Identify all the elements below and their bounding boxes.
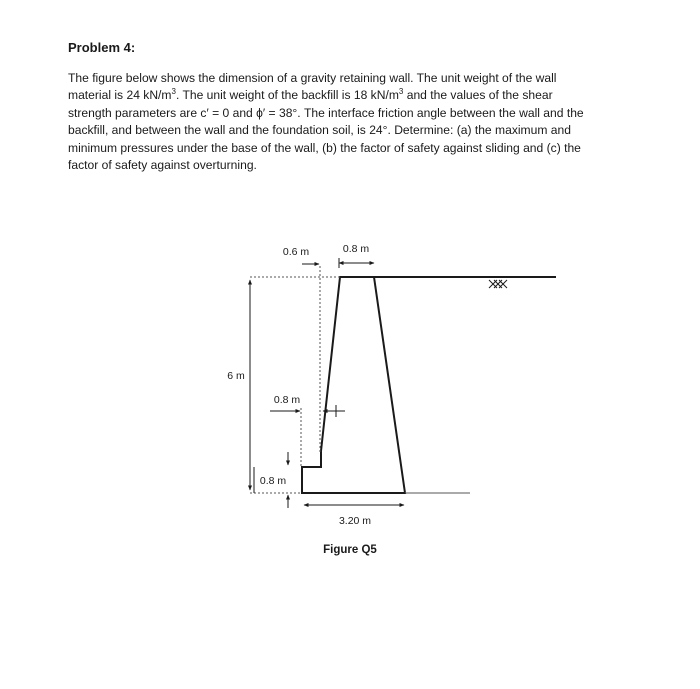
dim-label-stem-08m: 0.8 m [273, 394, 301, 406]
dim-label-base-320m: 3.20 m [338, 515, 372, 527]
text-segment: material is 24 kN/m [68, 88, 172, 103]
wall-outline [302, 277, 405, 493]
dim-label-crest-08m: 0.8 m [342, 243, 370, 255]
dim-label-6m: 6 m [227, 370, 245, 382]
problem-heading: Problem 4: [68, 40, 136, 55]
figure-caption: Figure Q5 [323, 544, 377, 556]
dim-label-06m: 0.6 m [282, 246, 310, 258]
dim-label-toe-08m: 0.8 m [259, 475, 287, 487]
text-segment: factor of safety against overturning. [68, 158, 257, 173]
superscript: 3 [398, 87, 404, 97]
text-segment: backfill, and between the wall and the foundation soil, is 24°. Determine: (a) the maximum and [68, 123, 571, 138]
text-segment: minimum pressures under the base of the wall, (b) the factor of safety against sliding and (c) the [68, 140, 581, 155]
text-segment: . The unit weight of the backfill is 18 kN/m [175, 88, 399, 103]
superscript: 3 [171, 87, 176, 97]
ground-hatch-icon [489, 280, 507, 288]
text-segment: strength parameters are c′ = 0 and ϕ′ = 38°. The interface friction angle between the wall and the [68, 105, 584, 120]
text-segment: and the values of the shear [403, 88, 553, 103]
text-segment: The figure below shows the dimension of a gravity retaining wall. The unit weight of the wall [68, 71, 557, 85]
